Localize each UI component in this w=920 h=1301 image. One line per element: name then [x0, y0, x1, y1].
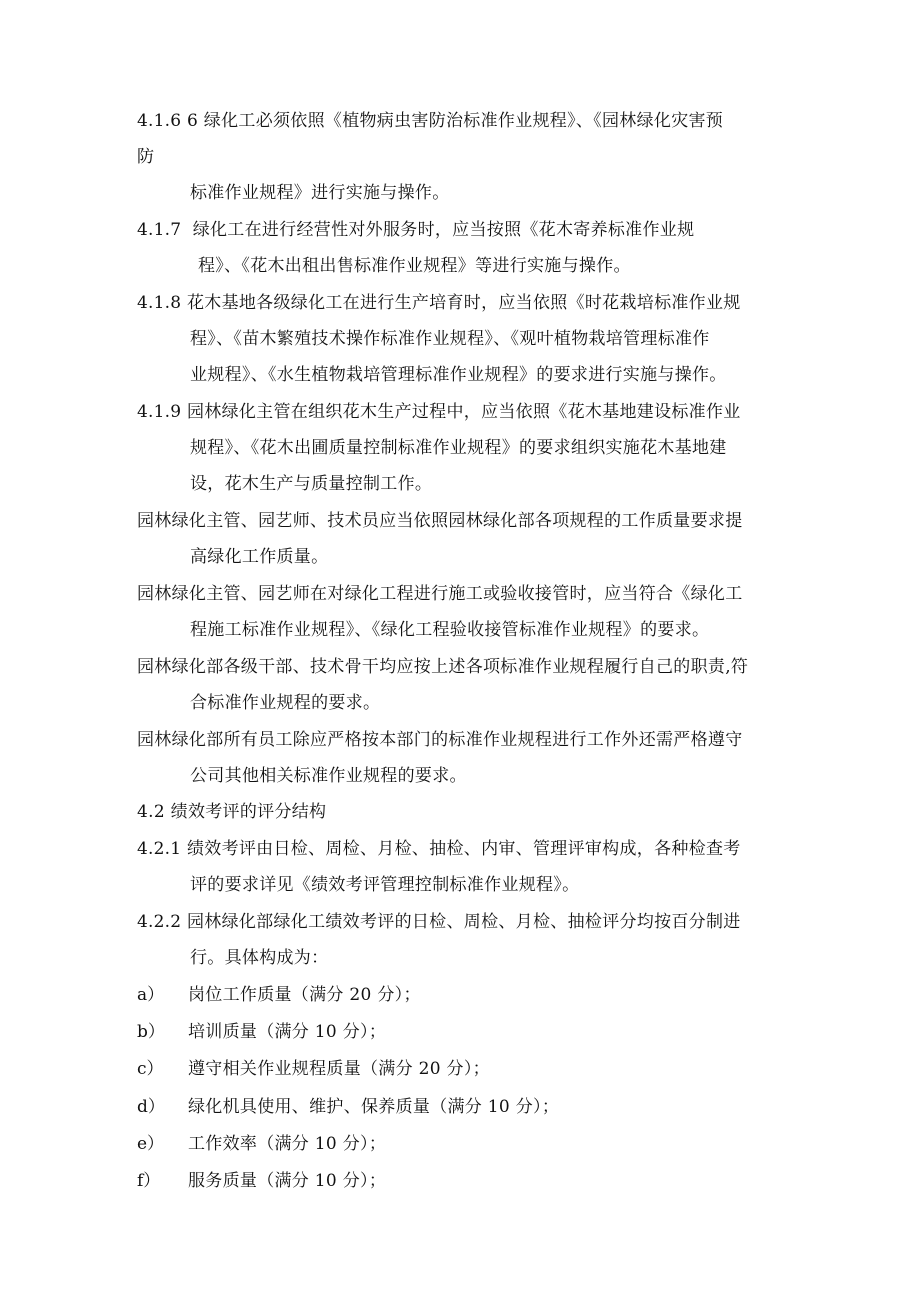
section-number: 4.1.6 — [137, 111, 182, 131]
section-4-1-9-line-2: 规程》、《花木出圃质量控制标准作业规程》的要求组织实施花木基地建 — [190, 438, 727, 458]
section-text: 花木基地各级绿化工在进行生产培育时，应当依照《时花栽培标准作业规 — [186, 293, 741, 313]
list-item-text-f: 服务质量（满分 10 分）； — [188, 1171, 387, 1191]
section-4-2-heading: 4.2 绩效考评的评分结构 — [137, 802, 327, 822]
list-item-text-b: 培训质量（满分 10 分）； — [188, 1022, 387, 1042]
list-item-label-b: b） — [137, 1022, 165, 1042]
paragraph-1-line-1: 园林绿化主管、园艺师、技术员应当依照园林绿化部各项规程的工作质量要求提 — [137, 511, 743, 531]
list-item-label-c: c） — [137, 1059, 164, 1079]
paragraph-2-line-2: 程施工标准作业规程》、《绿化工程验收接管标准作业规程》的要求。 — [190, 620, 710, 640]
list-item-text-d: 绿化机具使用、维护、保养质量（满分 10 分）； — [188, 1097, 560, 1117]
section-4-1-8-line-1 — [137, 292, 741, 314]
section-4-1-7-line-1 — [137, 219, 694, 241]
section-4-2-1-line-2: 评的要求详见《绩效考评管理控制标准作业规程》。 — [190, 875, 580, 895]
section-4-1-8-line-3: 业规程》、《水生植物栽培管理标准作业规程》的要求进行实施与操作。 — [190, 365, 727, 385]
section-4-1-8-line-2: 程》、《苗木繁殖技术操作标准作业规程》、《观叶植物栽培管理标准作 — [190, 329, 710, 349]
list-item-label-d: d） — [137, 1097, 165, 1117]
section-number: 4.1.9 — [137, 402, 182, 422]
paragraph-1-line-2: 高绿化工作质量。 — [190, 547, 329, 567]
section-4-1-9-line-3: 设，花木生产与质量控制工作。 — [190, 474, 433, 494]
section-4-2-1-line-1 — [137, 838, 741, 860]
list-item-label-f: f） — [137, 1171, 161, 1191]
section-4-1-6-line-3: 标准作业规程》进行实施与操作。 — [190, 183, 450, 203]
paragraph-4-line-1: 园林绿化部所有员工除应严格按本部门的标准作业规程进行工作外还需严格遵守 — [137, 730, 743, 750]
paragraph-3-line-1: 园林绿化部各级干部、技术骨干均应按上述各项标准作业规程履行自己的职责,符 — [137, 657, 749, 677]
section-number: 4.1.8 — [137, 293, 182, 313]
section-text: 园林绿化部绿化工绩效考评的日检、周检、月检、抽检评分均按百分制进 — [186, 912, 741, 932]
paragraph-2-line-1: 园林绿化主管、园艺师在对绿化工程进行施工或验收接管时，应当符合《绿化工 — [137, 584, 743, 604]
section-text: 绩效考评由日检、周检、月检、抽检、内审、管理评审构成，各种检查考 — [186, 839, 741, 859]
section-text: 园林绿化主管在组织花木生产过程中，应当依照《花木基地建设标准作业 — [186, 402, 741, 422]
list-item-text-e: 工作效率（满分 10 分）； — [188, 1134, 387, 1154]
section-number: 4.2.2 — [137, 912, 182, 932]
list-item-text-c: 遵守相关作业规程质量（满分 20 分）； — [188, 1059, 490, 1079]
list-item-label-e: e） — [137, 1134, 165, 1154]
section-4-2-2-line-1 — [137, 911, 741, 933]
section-4-2-2-line-2: 行。具体构成为： — [190, 948, 329, 968]
section-4-1-6-line-1 — [137, 110, 723, 132]
section-4-1-6-line-2: 防 — [137, 147, 155, 167]
section-text: 绿化工在进行经营性对外服务时，应当按照《花木寄养标准作业规 — [192, 220, 695, 240]
list-item-label-a: a） — [137, 985, 165, 1005]
section-4-1-9-line-1 — [137, 401, 741, 423]
section-number: 4.2.1 — [137, 839, 182, 859]
paragraph-4-line-2: 公司其他相关标准作业规程的要求。 — [190, 766, 467, 786]
section-4-1-7-line-2: 程》、《花木出租出售标准作业规程》等进行实施与操作。 — [198, 256, 631, 276]
section-number: 4.1.7 — [137, 220, 182, 240]
paragraph-3-line-2: 合标准作业规程的要求。 — [190, 693, 381, 713]
section-text: 6 绿化工必须依照《植物病虫害防治标准作业规程》、《园林绿化灾害预 — [186, 111, 724, 131]
list-item-text-a: 岗位工作质量（满分 20 分）； — [188, 985, 421, 1005]
